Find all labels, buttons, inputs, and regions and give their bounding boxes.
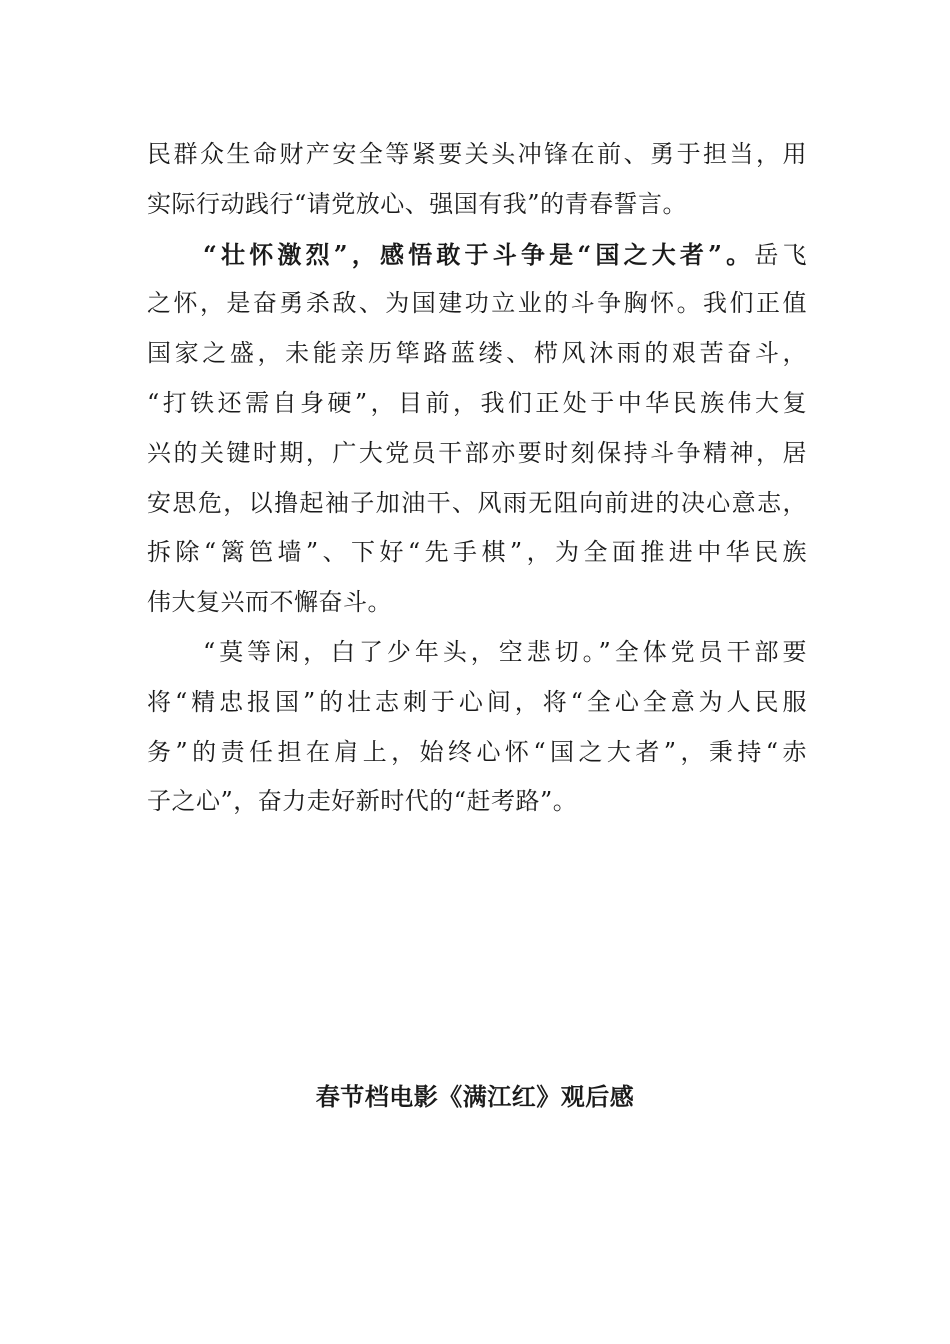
text-line: 国家之盛，未能亲历筚路蓝缕、栉风沐雨的艰苦奋斗， xyxy=(147,339,807,368)
text-line: 兴的关键时期，广大党员干部亦要时刻保持斗争精神，居 xyxy=(147,438,807,467)
text-line: 民群众生命财产安全等紧要关头冲锋在前、勇于担当，用 xyxy=(147,140,807,168)
paragraph-1 xyxy=(147,130,807,230)
paragraph-first-line: “莫等闲，白了少年头，空悲切。”全体党员干部要 xyxy=(203,637,807,666)
text-line: 子之心”，奋力走好新时代的“赶考路”。 xyxy=(147,787,578,816)
article-body xyxy=(147,130,807,827)
text-line: 实际行动践行“请党放心、强国有我”的青春誓言。 xyxy=(147,189,688,218)
paragraph-heading: “壮怀激烈”，感悟敢于斗争是“国之大者”。 xyxy=(203,239,755,269)
text-line: 安思危，以撸起袖子加油干、风雨无阻向前进的决心意志， xyxy=(147,488,807,517)
text-line: 拆除“篱笆墙”、下好“先手棋”，为全面推进中华民族 xyxy=(147,538,807,567)
text-line: 伟大复兴而不懈奋斗。 xyxy=(147,588,392,617)
text-line: “打铁还需自身硬”，目前，我们正处于中华民族伟大复 xyxy=(147,388,807,417)
paragraph-first-line xyxy=(147,230,807,280)
text-line: 务”的责任担在肩上，始终心怀“国之大者”，秉持“赤 xyxy=(147,737,807,766)
text-run: 岳飞 xyxy=(754,240,808,269)
paragraph-2 xyxy=(147,230,807,628)
text-line: 将“精忠报国”的壮志刺于心间，将“全心全意为人民服 xyxy=(147,687,807,716)
paragraph-3 xyxy=(147,628,807,827)
next-article-title: 春节档电影《满江红》观后感 xyxy=(315,1082,635,1111)
text-line: 之怀，是奋勇杀敌、为国建功立业的斗争胸怀。我们正值 xyxy=(147,289,807,318)
